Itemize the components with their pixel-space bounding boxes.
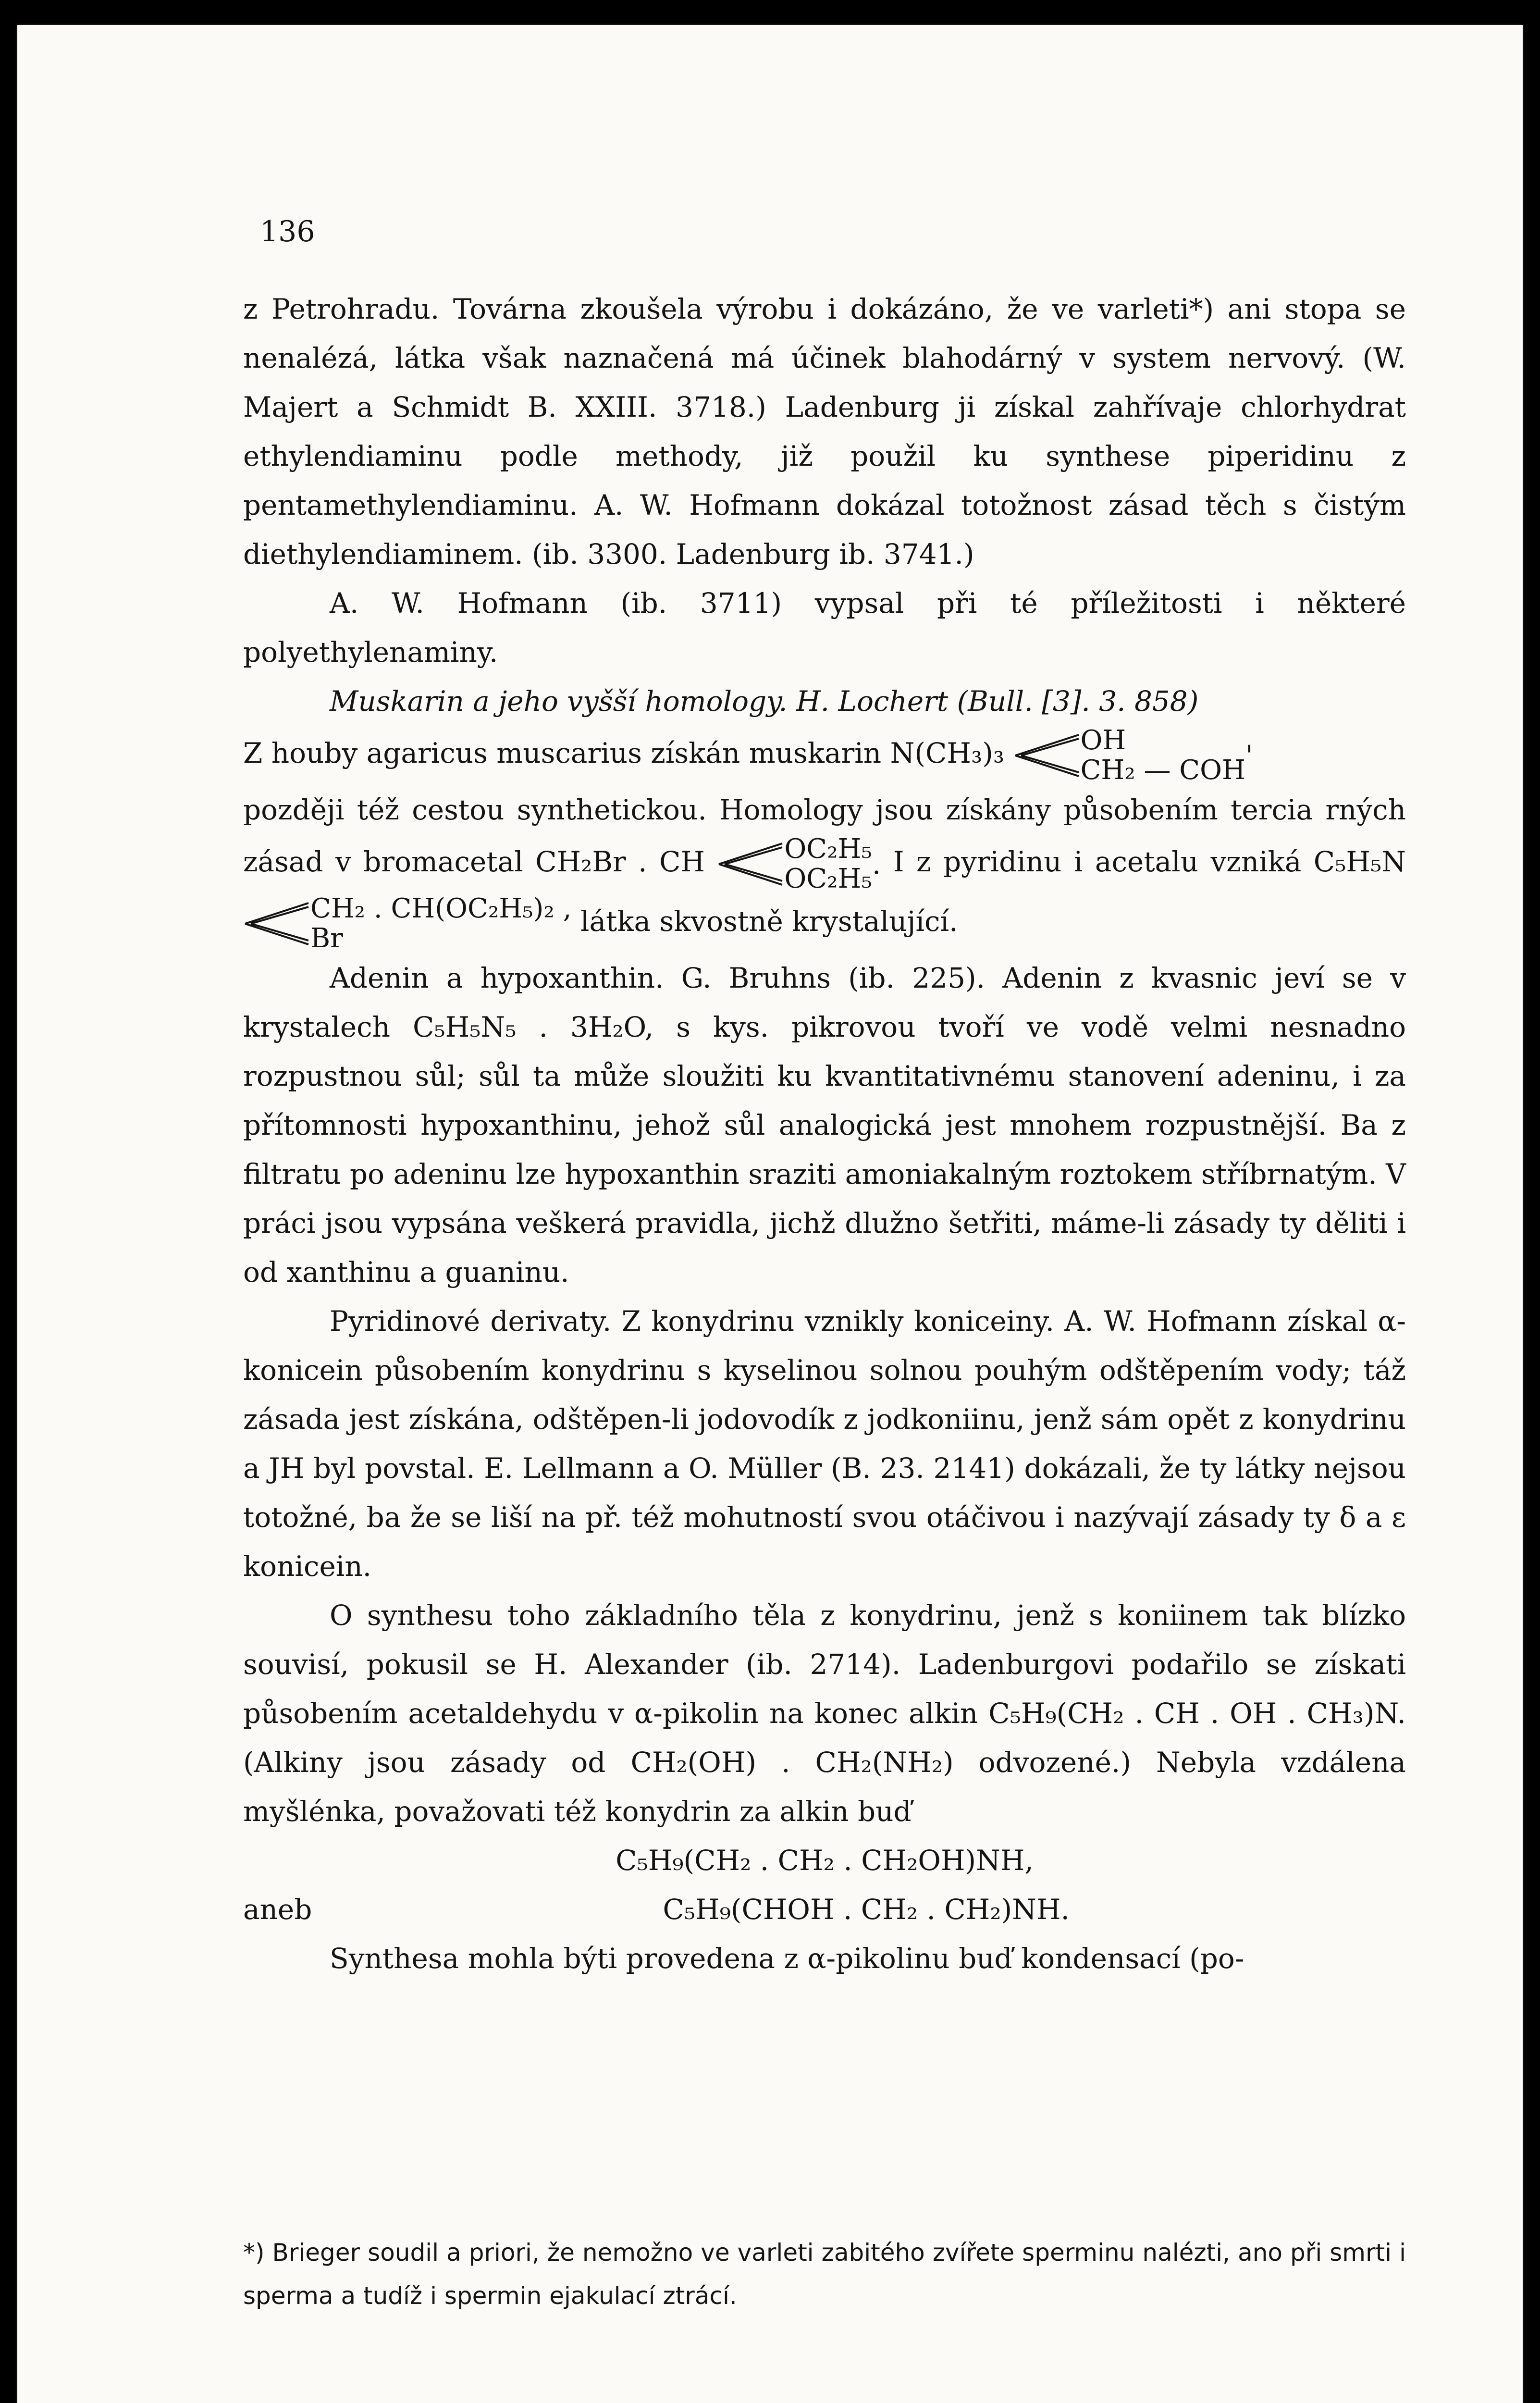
formula-line-1: C₅H₉(CH₂ . CH₂ . CH₂OH)NH, [616, 1844, 1034, 1877]
body-text [243, 285, 1406, 1983]
muskarin-formula: OH CH₂ — COH ' [1013, 726, 1253, 785]
formula-line-2: aneb C₅H₉(CHOH . CH₂ . CH₂)NH. [243, 1893, 1070, 1926]
paragraph-adenin: Adenin a hypoxanthin. G. Bruhns (ib. 225). Adenin z kvasnic jeví se v krystalech C₅H₅N₅ . 3H₂O, s kys. pikrovou tvoří ve vodě velmi nesnadno rozpustnou sůl; sůl ta může sloužiti ku kvantitativnému stanovení adeninu, i za přítomnosti hypoxanthinu, jehož sůl analogická jest mnohem rozpustnější. Ba z filtratu po adeninu lze hypoxanthin sraziti amoniakalným roztokem stříbrnatým. V práci jsou vypsána veškerá pravidla, jichž dlužno šetřiti, máme-li zásady ty děliti i od xanthinu a guaninu. [243, 962, 1406, 1288]
paragraph-1: z Petrohradu. Továrna zkoušela výrobu i dokázáno, že ve varleti*) ani stopa se nenalézá, látka však naznačená má účinek blahodárný v system nervový. (W. Majert a Schmidt B. XXIII. 3718.) Ladenburg ji získal zahřívaje chlorhydrat ethylendiaminu podle methody, již použil ku synthese piperidinu z pentamethylendiaminu. A. W. Hofmann dokázal totožnost zásad těch s čistým diethylendiaminem. (ib. 3300. Ladenburg ib. 3741.) [243, 293, 1406, 570]
bromacetal-formula: OC₂H₅ OC₂H₅ . [717, 834, 881, 894]
footnote: *) Brieger soudil a priori, že nemožno ve varleti zabitého zvířete sperminu nalézti, ano při smrti i sperma a tudíž i spermin ejakulací ztrácí. [243, 2239, 1406, 2310]
section-heading-muskarin: Muskarin a jeho vyšší homology. H. Lochert (Bull. [3]. 3. 858) [330, 685, 1199, 718]
paragraph-muskarin: Z houby agaricus muscarius získán muskarin N(CH₃)₃ OH CH₂ — COH ' [243, 725, 1253, 786]
pyridin-formula: CH₂ . CH(OC₂H₅)₂ , Br [243, 894, 571, 954]
branch-bracket-icon [717, 838, 784, 891]
paragraph-2: A. W. Hofmann (ib. 3711) vypsal při té příležitosti i některé polyethylenaminy. [243, 587, 1406, 669]
paragraph-bromacetal: později též cestou synthetickou. Homology jsou získány působením tercia rných zásad v bromacetal CH₂Br . CH OC₂H₅ OC₂H₅ . I z pyridinu i acetalu vzniká C₅H₅N CH₂ . CH(OC₂H₅)₂ , Br látka skvostně krystalující. [243, 793, 1406, 954]
paragraph-3 [243, 677, 1406, 726]
paragraph-pyridin: Pyridinové derivaty. Z konydrinu vznikly koniceiny. A. W. Hofmann získal α-konicein působením konydrinu s kyselinou solnou pouhým odštěpením vody; táž zásada jest získána, odštěpen-li jodovodík z jodkoniinu, jenž sám opět z konydrinu a JH byl povstal. E. Lellmann a O. Müller (B. 23. 2141) dokázali, že ty látky nejsou totožné, ba že se liší na př. též mohutností svou otáčivou i nazývají zásady ty δ a ε konicein. [243, 1305, 1406, 1583]
paragraph-synthesis: O synthesu toho základního těla z konydrinu, jenž s koniinem tak blízko souvisí, pokusil se H. Alexander (ib. 2714). Ladenburgovi podařilo se získati působením acetaldehydu v α-pikolin na konec alkin C₅H₉(CH₂ . CH . OH . CH₃)N. (Alkiny jsou zásady od CH₂(OH) . CH₂(NH₂) odvozené.) Nebyla vzdálena myšlénka, považovati též konydrin za alkin buď [243, 1599, 1406, 1828]
branch-bracket-icon [243, 897, 310, 950]
branch-bracket-icon [1013, 729, 1081, 782]
paragraph-last: Synthesa mohla býti provedena z α-pikolinu buď kondensací (po- [330, 1942, 1244, 1975]
page-number: 136 [260, 215, 315, 248]
page [17, 25, 1523, 2403]
